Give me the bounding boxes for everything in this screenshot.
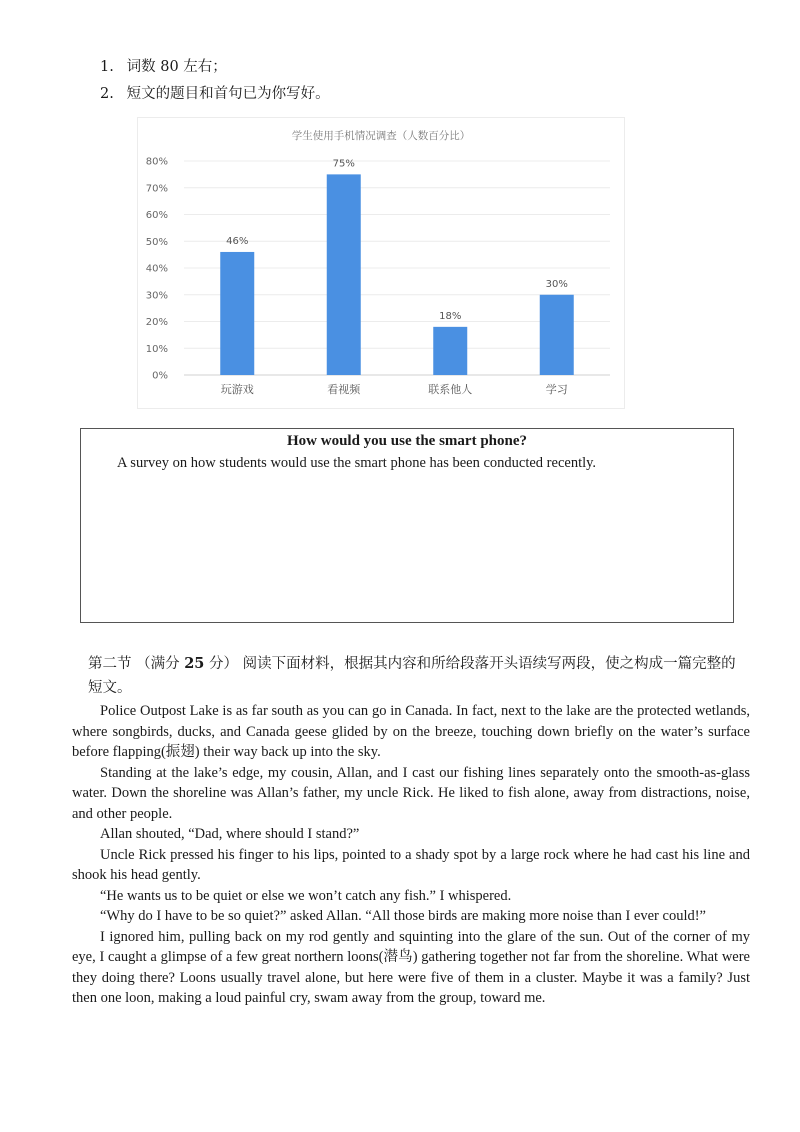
chart-title: 学生使用手机情况调查（人数百分比） (291, 130, 471, 142)
reading-passage (72, 701, 750, 1009)
section-heading-post: 分） 阅读下面材料，根据其内容和所给段落开头语续写两段，使之构成一篇完整的短文。 (88, 656, 736, 696)
requirement-2 (100, 82, 330, 103)
requirement-number: 1. (100, 59, 114, 75)
y-tick-label: 50% (145, 236, 168, 248)
bar (220, 252, 254, 375)
y-tick-label: 10% (145, 343, 168, 355)
bar-chart (138, 118, 624, 408)
y-tick-label: 60% (145, 210, 168, 221)
section-score: 25 (184, 655, 205, 672)
passage-paragraph: “Why do I have to be so quiet?” asked Allan. “All those birds are making more noise than I ever could!” (100, 908, 706, 924)
data-label: 30% (545, 278, 568, 290)
y-tick-label: 30% (145, 290, 168, 302)
requirement-text: 词数 80 左右； (126, 59, 227, 75)
bar (327, 174, 361, 375)
essay-first-sentence: A survey on how students would use the smart phone has been conducted recently. (117, 455, 597, 471)
passage-paragraph: Standing at the lake’s edge, my cousin, Allan, and I cast our fishing lines separately onto the smooth-as-glass water. Down the shoreline was Allan’s father, my uncle Rick. He liked to fish alone, away from distractions, noise, and other people. (72, 764, 750, 822)
requirement-text: 短文的题目和首句已为你写好。 (126, 86, 330, 102)
requirement-1 (100, 55, 227, 76)
y-tick-label: 0% (152, 370, 168, 382)
passage-paragraph: Police Outpost Lake is as far south as you can go in Canada. In fact, next to the lake are the protected wetlands, where songbirds, ducks, and Canada geese glided by on the breeze, touching down briefly on the water’s surface before flapping(振翅) their way back up into the sky. (72, 703, 750, 760)
category-label: 联系他人 (428, 383, 473, 396)
y-tick-label: 40% (145, 263, 168, 275)
section-two-instructions (88, 652, 738, 700)
category-label: 玩游戏 (220, 383, 254, 396)
passage-paragraph: Allan shouted, “Dad, where should I stand?” (100, 826, 360, 842)
y-tick-label: 70% (145, 183, 168, 195)
essay-title: How would you use the smart phone? (286, 433, 528, 449)
survey-chart (137, 117, 625, 409)
bar (433, 327, 467, 375)
category-label: 学习 (545, 383, 568, 396)
requirement-number: 2. (100, 86, 114, 102)
writing-answer-box[interactable] (80, 428, 734, 623)
y-tick-label: 20% (145, 317, 168, 328)
bar (540, 295, 574, 375)
passage-paragraph: I ignored him, pulling back on my rod gently and squinting into the glare of the sun. Out of the corner of my eye, I caught a glimpse of a few great northern loons(潜鸟) gathering together not far from the shoreline. What were they doing there? Loons usually travel alone, but here were five of them in a cluster. Maybe it was a family? Just then one loon, making a loud painful cry, swam away from the group, toward me. (72, 928, 750, 1006)
category-label: 看视频 (327, 383, 361, 396)
data-label: 75% (332, 158, 355, 170)
data-label: 18% (439, 310, 462, 322)
passage-paragraph: Uncle Rick pressed his finger to his lips, pointed to a shady spot by a large rock where he had cast his line and shook his head gently. (72, 846, 750, 883)
section-heading-pre: 第二节 （满分 (88, 656, 185, 672)
passage-paragraph: “He wants us to be quiet or else we won’t catch any fish.” I whispered. (100, 887, 512, 904)
y-tick-label: 80% (145, 156, 168, 168)
data-label: 46% (226, 235, 249, 247)
